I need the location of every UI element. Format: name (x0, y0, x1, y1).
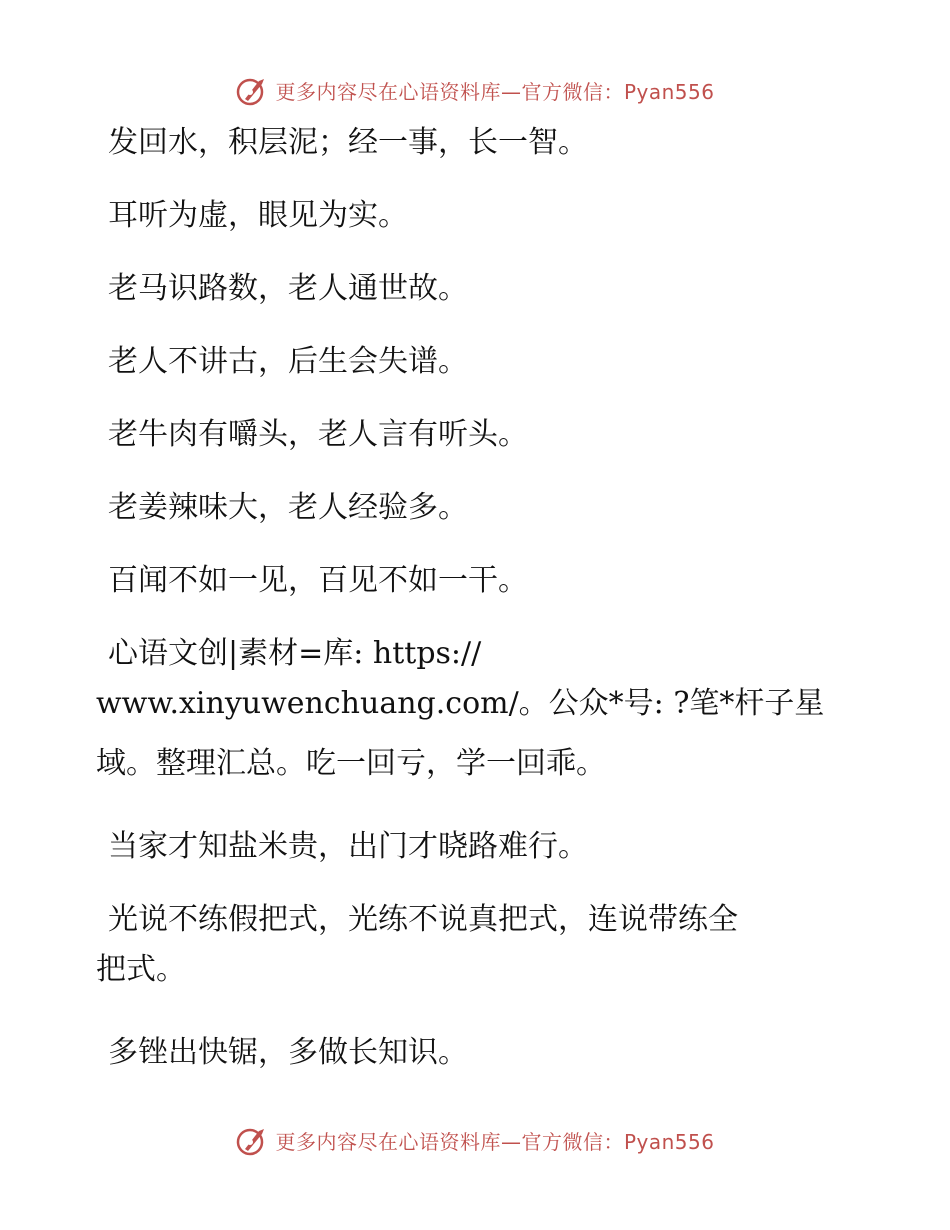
pen-nib-logo-icon (235, 1123, 269, 1157)
footer-watermark-text: 更多内容尽在心语资料库—官方微信：Pyan556 (275, 1129, 715, 1154)
paragraph-line: 把式。 (96, 952, 186, 987)
proverb-paragraph (96, 634, 856, 794)
proverb-paragraph: 老人不讲古，后生会失谱。 (108, 344, 468, 379)
paragraph-line: 光说不练假把式，光练不说真把式，连说带练全 (108, 902, 738, 937)
document-body (96, 123, 856, 1106)
proverb-paragraph: 百闻不如一见，百见不如一干。 (108, 563, 528, 598)
proverb-paragraph: 老姜辣味大，老人经验多。 (108, 490, 468, 525)
proverb-paragraph (96, 900, 856, 1000)
footer-watermark (0, 1120, 950, 1160)
pen-nib-logo-icon (235, 73, 269, 107)
proverb-paragraph: 多锉出快锯，多做长知识。 (108, 1035, 468, 1070)
proverb-paragraph: 老牛肉有嚼头，老人言有听头。 (108, 417, 528, 452)
proverb-paragraph: 发回水，积层泥；经一事，长一智。 (108, 125, 588, 160)
paragraph-line: www.xinyuwenchuang.com/。公众*号: ?笔*杆子星 (96, 686, 825, 721)
header-watermark-text: 更多内容尽在心语资料库—官方微信：Pyan556 (275, 79, 715, 104)
paragraph-line: 域。整理汇总。吃一回亏，学一回乖。 (96, 746, 606, 781)
header-watermark (0, 70, 950, 110)
proverb-paragraph: 当家才知盐米贵，出门才晓路难行。 (108, 829, 588, 864)
proverb-paragraph: 耳听为虚，眼见为实。 (108, 198, 408, 233)
proverb-paragraph: 老马识路数，老人通世故。 (108, 271, 468, 306)
paragraph-line: 心语文创|素材=库: https:// (108, 636, 482, 671)
